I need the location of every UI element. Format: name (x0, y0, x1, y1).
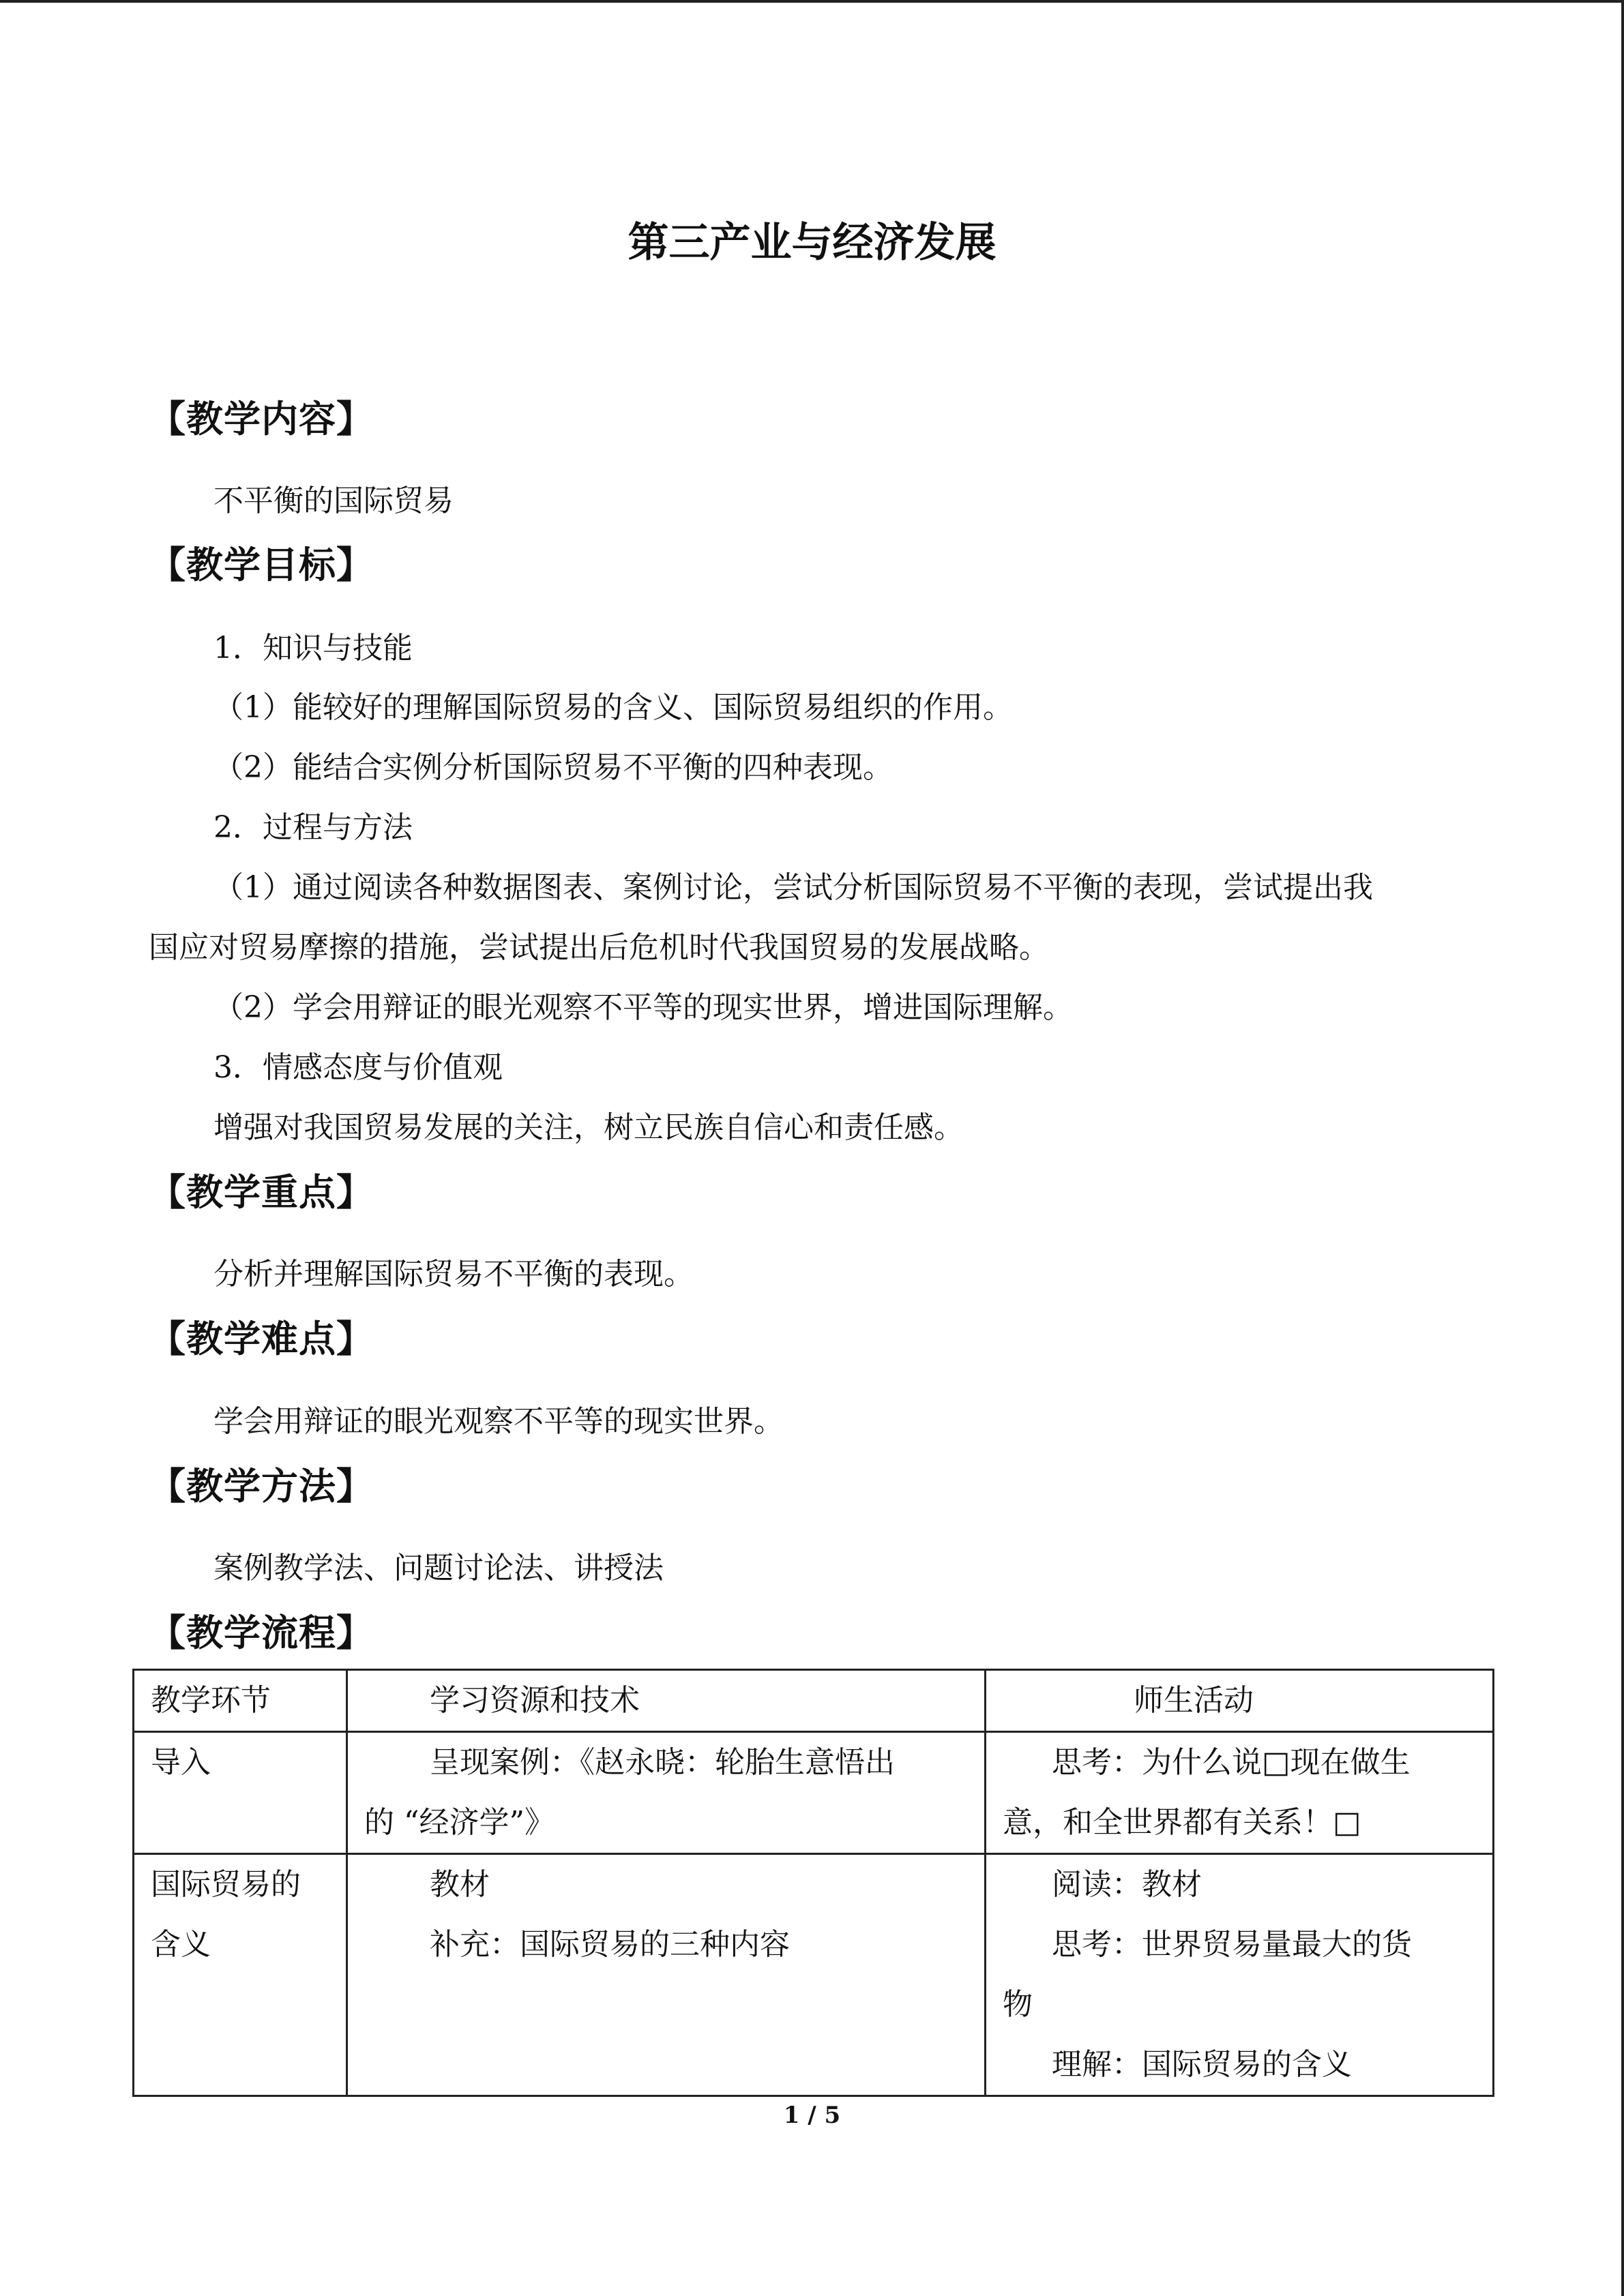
objective-line-5: （1）通过阅读各种数据图表、案例讨论，尝试分析国际贸易不平衡的表现，尝试提出我 (213, 870, 1373, 905)
header-activity (986, 1670, 1494, 1732)
heading-content: 【教学内容】 (149, 398, 374, 441)
heading-flow: 【教学流程】 (149, 1611, 374, 1654)
table-row (134, 1854, 1494, 2096)
key-points-text: 分析并理解国际贸易不平衡的表现。 (213, 1257, 694, 1292)
objective-line-6: 国应对贸易摩擦的措施，尝试提出后危机时代我国贸易的发展战略。 (149, 930, 1049, 965)
header-activity-text: 师生活动 (1134, 1683, 1254, 1718)
table-row (134, 1732, 1494, 1854)
row2-resource-line2: 补充：国际贸易的三种内容 (430, 1927, 790, 1962)
row1-stage: 导入 (134, 1732, 347, 1854)
objective-line-3: （2）能结合实例分析国际贸易不平衡的四种表现。 (213, 750, 893, 785)
heading-key-points: 【教学重点】 (149, 1171, 374, 1214)
heading-difficulties: 【教学难点】 (149, 1317, 374, 1360)
page-number: 1 / 5 (783, 2102, 841, 2129)
teaching-flow-table (132, 1669, 1494, 2097)
row2-activity-line1: 阅读：教材 (1052, 1867, 1202, 1902)
row1-activity (986, 1732, 1494, 1854)
table-header-row (134, 1670, 1494, 1732)
row2-stage-line2: 含义 (151, 1927, 211, 1962)
header-resource-text: 学习资源和技术 (430, 1683, 640, 1718)
header-stage: 教学环节 (134, 1670, 347, 1732)
row2-activity-line2: 思考：世界贸易量最大的货 (1052, 1927, 1412, 1962)
row2-resource-line1: 教材 (430, 1867, 490, 1902)
row2-activity-line3: 物 (1003, 1987, 1033, 2022)
heading-objectives: 【教学目标】 (149, 543, 374, 586)
top-border (0, 0, 1624, 3)
methods-text: 案例教学法、问题讨论法、讲授法 (213, 1551, 664, 1585)
row2-resource (347, 1854, 986, 2096)
heading-methods: 【教学方法】 (149, 1465, 374, 1508)
row2-stage-line1: 国际贸易的 (151, 1867, 301, 1902)
right-border (1621, 0, 1624, 2296)
row1-activity-line2: 意，和全世界都有关系！□ (1003, 1805, 1361, 1840)
objective-line-7: （2）学会用辩证的眼光观察不平等的现实世界，增进国际理解。 (213, 990, 1073, 1025)
row2-activity (986, 1854, 1494, 2096)
row1-resource (347, 1732, 986, 1854)
row2-activity-line4: 理解：国际贸易的含义 (1052, 2047, 1352, 2082)
objective-line-8: 3．情感态度与价值观 (213, 1050, 503, 1085)
objective-line-1: 1．知识与技能 (213, 631, 413, 666)
page-title: 第三产业与经济发展 (628, 219, 996, 267)
objective-line-4: 2．过程与方法 (213, 810, 413, 845)
row1-resource-line2: 的 “经济学”》 (364, 1805, 555, 1840)
content-text: 不平衡的国际贸易 (213, 483, 454, 518)
objective-line-9: 增强对我国贸易发展的关注，树立民族自信心和责任感。 (213, 1110, 964, 1145)
row1-resource-line1: 呈现案例：《赵永晓：轮胎生意悟出 (430, 1745, 895, 1780)
row2-stage (134, 1854, 347, 2096)
row1-activity-line1: 思考：为什么说□现在做生 (1052, 1745, 1411, 1780)
difficulties-text: 学会用辩证的眼光观察不平等的现实世界。 (213, 1404, 784, 1439)
header-resource (347, 1670, 986, 1732)
objective-line-2: （1）能较好的理解国际贸易的含义、国际贸易组织的作用。 (213, 690, 1013, 725)
